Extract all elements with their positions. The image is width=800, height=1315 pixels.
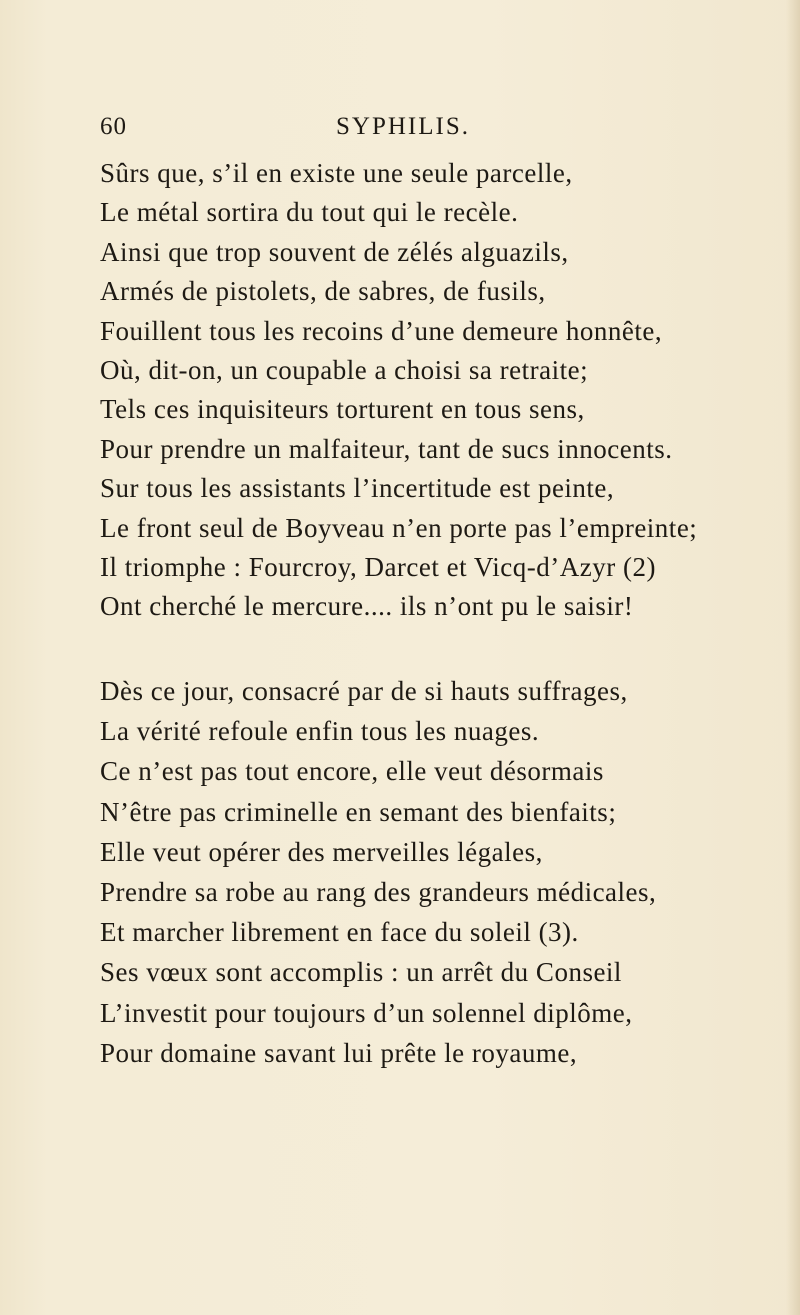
verse-line: La vérité refoule enfin tous les nuages. (100, 716, 540, 747)
verse-line: Elle veut opérer des merveilles légales, (100, 836, 543, 867)
verse-line: Ainsi que trop souvent de zélés alguazils, (100, 236, 569, 267)
verse-line: N’être pas criminelle en semant des bienfaits; (100, 796, 617, 827)
verse-line: Pour domaine savant lui prête le royaume, (100, 1037, 578, 1068)
stanza-1 (100, 154, 780, 627)
verse-line: Ses vœux sont accomplis : un arrêt du Conseil (100, 957, 622, 988)
verse-line: Dès ce jour, consacré par de si hauts suffrages, (100, 676, 628, 706)
verse-line: Armés de pistolets, de sabres, de fusils, (100, 276, 546, 307)
verse-line: Sûrs que, s’il en existe une seule parcelle, (100, 158, 573, 188)
page-edge-shadow (786, 0, 800, 1315)
verse-line: Il triomphe : Fourcroy, Darcet et Vicq-d’Azyr (2) (100, 551, 656, 582)
page-number: 60 (100, 113, 127, 140)
page-header (0, 113, 800, 143)
stanza-2 (100, 671, 780, 1073)
verse-line: Où, dit-on, un coupable a choisi sa retraite; (100, 354, 589, 385)
verse-line: Prendre sa robe au rang des grandeurs médicales, (100, 876, 657, 907)
running-title: SYPHILIS. (336, 113, 470, 140)
verse-line: Fouillent tous les recoins d’une demeure honnête, (100, 315, 663, 346)
verse-line: Ce n’est pas tout encore, elle veut désormais (100, 756, 604, 787)
verse-line: Le front seul de Boyveau n’en porte pas l’empreinte; (100, 512, 698, 543)
verse-line: Et marcher librement en face du soleil (3). (100, 917, 579, 948)
verse-line: Tels ces inquisiteurs torturent en tous sens, (100, 394, 585, 425)
verse-line: Sur tous les assistants l’incertitude est peinte, (100, 473, 615, 504)
verse-line: L’investit pour toujours d’un solennel diplôme, (100, 997, 633, 1028)
verse-line: Le métal sortira du tout qui le recèle. (100, 197, 519, 228)
verse-line: Ont cherché le mercure.... ils n’ont pu le saisir! (100, 591, 634, 622)
verse-line: Pour prendre un malfaiteur, tant de sucs innocents. (100, 433, 673, 464)
